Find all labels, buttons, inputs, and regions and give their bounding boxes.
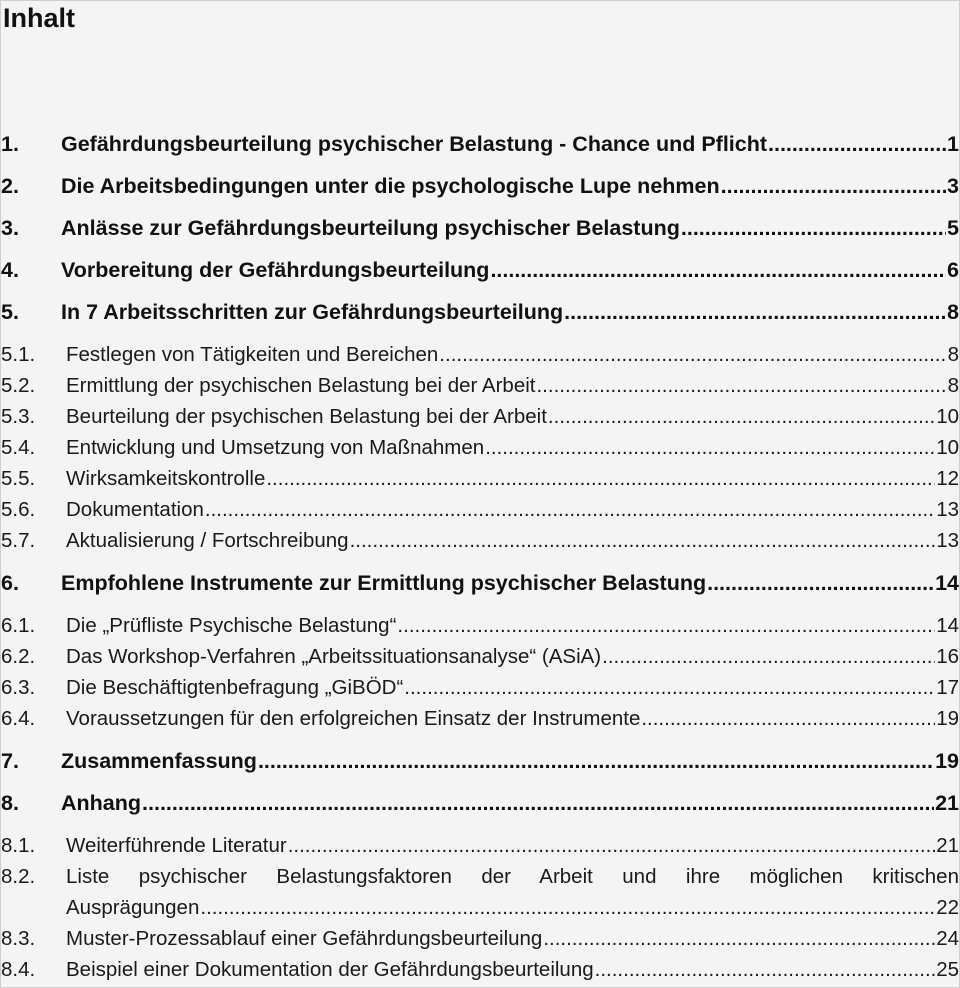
entry-label: Anhang — [61, 790, 142, 815]
entry-label: Empfohlene Instrumente zur Ermittlung psychischer Belastung — [61, 570, 707, 595]
entry-label: Festlegen von Tätigkeiten und Bereichen — [66, 342, 439, 366]
entry-number: 6. — [1, 570, 19, 595]
entry-page-number: 14 — [935, 570, 959, 595]
entry-page-number: 8 — [947, 373, 959, 397]
dot-leader — [142, 791, 934, 816]
dot-leader — [258, 749, 934, 774]
entry-number: 8. — [1, 790, 19, 815]
dot-leader — [707, 571, 934, 596]
dot-leader — [200, 896, 935, 920]
entry-label: Gefährdungsbeurteilung psychischer Belastung - Chance und Pflicht — [61, 131, 768, 156]
entry-label: Die Arbeitsbedingungen unter die psychologische Lupe nehmen — [61, 173, 720, 198]
entry-number: 5.4. — [1, 435, 36, 459]
entry-number: 6.2. — [1, 644, 36, 668]
entry-page-number: 3 — [947, 173, 959, 198]
toc-entry[interactable] — [1, 740, 959, 782]
entry-number: 6.4. — [1, 706, 36, 730]
entry-number: 3. — [1, 215, 19, 240]
toc-entry[interactable] — [1, 370, 959, 401]
entry-page-number: 5 — [947, 215, 959, 240]
entry-page-number: 8 — [947, 342, 959, 366]
entry-number: 5. — [1, 299, 19, 324]
entry-page-number: 19 — [935, 748, 959, 773]
entry-label: Beispiel einer Dokumentation der Gefährdungsbeurteilung — [66, 957, 594, 981]
toc-entry[interactable] — [1, 494, 959, 525]
toc-entry[interactable] — [1, 672, 959, 703]
entry-label: Ermittlung der psychischen Belastung bei der Arbeit — [66, 373, 536, 397]
entry-label: Liste psychischer Belastungsfaktoren der Arbeit und ihre möglichen kritischen — [66, 864, 959, 888]
toc-entry[interactable] — [1, 861, 959, 892]
entry-page-number: 13 — [936, 528, 959, 552]
entry-number: 5.6. — [1, 497, 36, 521]
toc-entry[interactable] — [1, 703, 959, 734]
toc-entry[interactable] — [1, 249, 959, 291]
entry-label: Zusammenfassung — [61, 748, 257, 773]
toc-entry[interactable] — [1, 291, 959, 333]
toc-entry[interactable] — [1, 463, 959, 494]
entry-page-number: 19 — [936, 706, 959, 730]
toc-entry-continuation[interactable] — [1, 892, 959, 923]
entry-page-number: 22 — [936, 895, 959, 919]
entry-page-number: 25 — [936, 957, 959, 981]
dot-leader — [595, 958, 936, 982]
entry-number: 1. — [1, 131, 19, 156]
dot-leader — [490, 258, 946, 283]
toc-entry[interactable] — [1, 401, 959, 432]
dot-leader — [397, 614, 935, 638]
toc-entry[interactable] — [1, 432, 959, 463]
entry-number: 8.4. — [1, 957, 36, 981]
entry-number: 7. — [1, 748, 19, 773]
entry-label: Wirksamkeitskontrolle — [66, 466, 266, 490]
entry-number: 8.2. — [1, 864, 36, 888]
dot-leader — [404, 676, 935, 700]
entry-number: 6.3. — [1, 675, 36, 699]
toc-entry[interactable] — [1, 562, 959, 604]
entry-label: Voraussetzungen für den erfolgreichen Einsatz der Instrumente — [66, 706, 641, 730]
entry-page-number: 8 — [947, 299, 959, 324]
entry-number: 5.2. — [1, 373, 36, 397]
entry-page-number: 17 — [936, 675, 959, 699]
entry-label: Aktualisierung / Fortschreibung — [66, 528, 349, 552]
entry-label: Die Beschäftigtenbefragung „GiBÖD“ — [66, 675, 404, 699]
entry-page-number: 10 — [936, 435, 959, 459]
entry-label: Die „Prüfliste Psychische Belastung“ — [66, 613, 397, 637]
entry-label: In 7 Arbeitsschritten zur Gefährdungsbeurteilung — [61, 299, 564, 324]
toc-entry[interactable] — [1, 610, 959, 641]
table-of-contents — [1, 123, 959, 985]
entry-page-number: 13 — [936, 497, 959, 521]
entry-page-number: 24 — [936, 926, 959, 950]
entry-page-number: 14 — [936, 613, 959, 637]
entry-page-number: 21 — [935, 790, 959, 815]
dot-leader — [266, 467, 935, 491]
entry-number: 8.3. — [1, 926, 36, 950]
toc-entry[interactable] — [1, 641, 959, 672]
entry-page-number: 12 — [936, 466, 959, 490]
dot-leader — [350, 529, 936, 553]
entry-number: 8.1. — [1, 833, 36, 857]
entry-label: Vorbereitung der Gefährdungsbeurteilung — [61, 257, 490, 282]
dot-leader — [288, 834, 936, 858]
entry-label: Das Workshop-Verfahren „Arbeitssituationsanalyse“ (ASiA) — [66, 644, 602, 668]
dot-leader — [602, 645, 935, 669]
entry-page-number: 10 — [936, 404, 959, 428]
dot-leader — [205, 498, 935, 522]
dot-leader — [543, 927, 935, 951]
entry-number: 6.1. — [1, 613, 36, 637]
dot-leader — [439, 343, 946, 367]
entry-label: Anlässe zur Gefährdungsbeurteilung psychischer Belastung — [61, 215, 680, 240]
entry-label: Dokumentation — [66, 497, 204, 521]
entry-label: Entwicklung und Umsetzung von Maßnahmen — [66, 435, 485, 459]
dot-leader — [641, 707, 935, 731]
entry-page-number: 21 — [936, 833, 959, 857]
dot-leader — [681, 216, 946, 241]
entry-label: Weiterführende Literatur — [66, 833, 287, 857]
entry-page-number: 6 — [947, 257, 959, 282]
dot-leader — [536, 374, 946, 398]
toc-entry[interactable] — [1, 207, 959, 249]
dot-leader — [485, 436, 935, 460]
toc-entry[interactable] — [1, 782, 959, 824]
toc-entry[interactable] — [1, 923, 959, 954]
dot-leader — [564, 300, 946, 325]
toc-entry[interactable] — [1, 165, 959, 207]
toc-entry[interactable] — [1, 123, 959, 165]
entry-number: 5.7. — [1, 528, 36, 552]
entry-label: Muster-Prozessablauf einer Gefährdungsbeurteilung — [66, 926, 543, 950]
entry-number: 2. — [1, 173, 19, 198]
entry-number: 5.1. — [1, 342, 36, 366]
toc-entry[interactable] — [1, 525, 959, 556]
dot-leader — [768, 132, 946, 157]
entry-number: 4. — [1, 257, 19, 282]
entry-number: 5.3. — [1, 404, 36, 428]
entry-label: Beurteilung der psychischen Belastung bei der Arbeit — [66, 404, 547, 428]
dot-leader — [721, 174, 946, 199]
entry-number: 5.5. — [1, 466, 36, 490]
page-title: Inhalt — [3, 3, 75, 33]
toc-entry[interactable] — [1, 954, 959, 985]
toc-entry[interactable] — [1, 830, 959, 861]
entry-page-number: 1 — [947, 131, 959, 156]
entry-label-continued: Ausprägungen — [66, 895, 200, 919]
dot-leader — [548, 405, 935, 429]
toc-entry[interactable] — [1, 339, 959, 370]
entry-page-number: 16 — [936, 644, 959, 668]
